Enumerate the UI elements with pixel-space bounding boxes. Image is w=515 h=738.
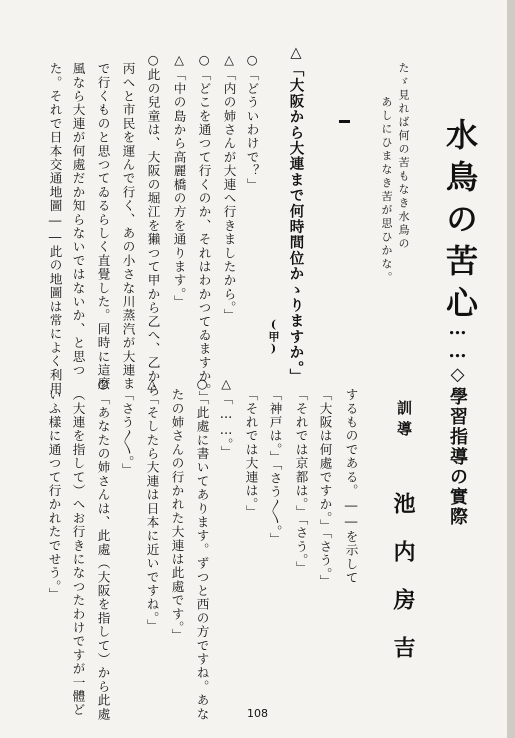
poem-line-1: たゞ見れば何の苦もなき水鳥の (397, 62, 410, 251)
body-column: た。それで日本交通地圖――此の地圖は常によく利用 (47, 62, 63, 396)
body-column: たの姉さんの行かれた大連は此處です。」 (169, 388, 185, 642)
body-column: 「それでは京都は。」「さう。」 (293, 388, 309, 575)
body-column: ○「どういわけで？」 (244, 52, 260, 192)
body-column: ○「どこを通つて行くのか、それはわかつてゐますか。」 (196, 52, 212, 405)
body-column: ○此の兒童は、大阪の堀江を獺つて甲から乙へ、乙から (145, 52, 161, 397)
body-column: するものである。――を示して (343, 388, 359, 585)
body-column: ○「あなたの姉さんは、此處（大阪を指して）から此處 (95, 376, 111, 721)
article-title: 水鳥の苦心 (441, 118, 479, 328)
body-column: △「中の島から高麗橋の方を通ります。」 (171, 52, 187, 309)
body-column: 「神戸は。」「さう〳〵。」 (267, 388, 283, 547)
body-column: △「……。」 (218, 376, 234, 460)
body-column: 風なら大連が何處だか知らないではないか、と思つ (70, 62, 86, 378)
body-column: （大連を指して）へお行きになつたわけですが一體ど (70, 388, 86, 717)
body-column: 「大阪は何處ですか。」「さう。」 (317, 388, 333, 589)
author-role: 訓導 (395, 400, 413, 442)
body-column: で行くものと思つてゐるらしく直覺した。同時に這麼 (95, 62, 111, 391)
question-tag: (甲) (267, 318, 280, 355)
article-subtitle: ……◇學習指導の實際 (447, 318, 468, 527)
body-column: いふ樣に通つて行かれたでせう。」 (46, 388, 62, 601)
question-title: △「大阪から大連まで何時間位かゝりますか。」 (287, 44, 305, 385)
section-number (339, 120, 350, 123)
page-number: 108 (247, 707, 268, 720)
poem-line-2: あしにひまなき苦が思ひかな。 (380, 96, 393, 285)
body-column: 丙へと市民を運んで行く、あの小さな川蒸汽が大連ま (120, 62, 136, 391)
body-column: 「それでは大連は。」 (243, 388, 259, 519)
body-column: 「さう〳〵。」 (119, 388, 135, 477)
author-name: 池内房吉 (390, 492, 416, 684)
body-column: △「内の姉さんが大連へ行きましたから。」 (221, 52, 237, 323)
body-column: ○「此處に書いてあります。ずつと西の方ですね。あな (194, 376, 210, 721)
body-column: △「そしたら大連は日本に近いですね。」 (144, 376, 160, 633)
